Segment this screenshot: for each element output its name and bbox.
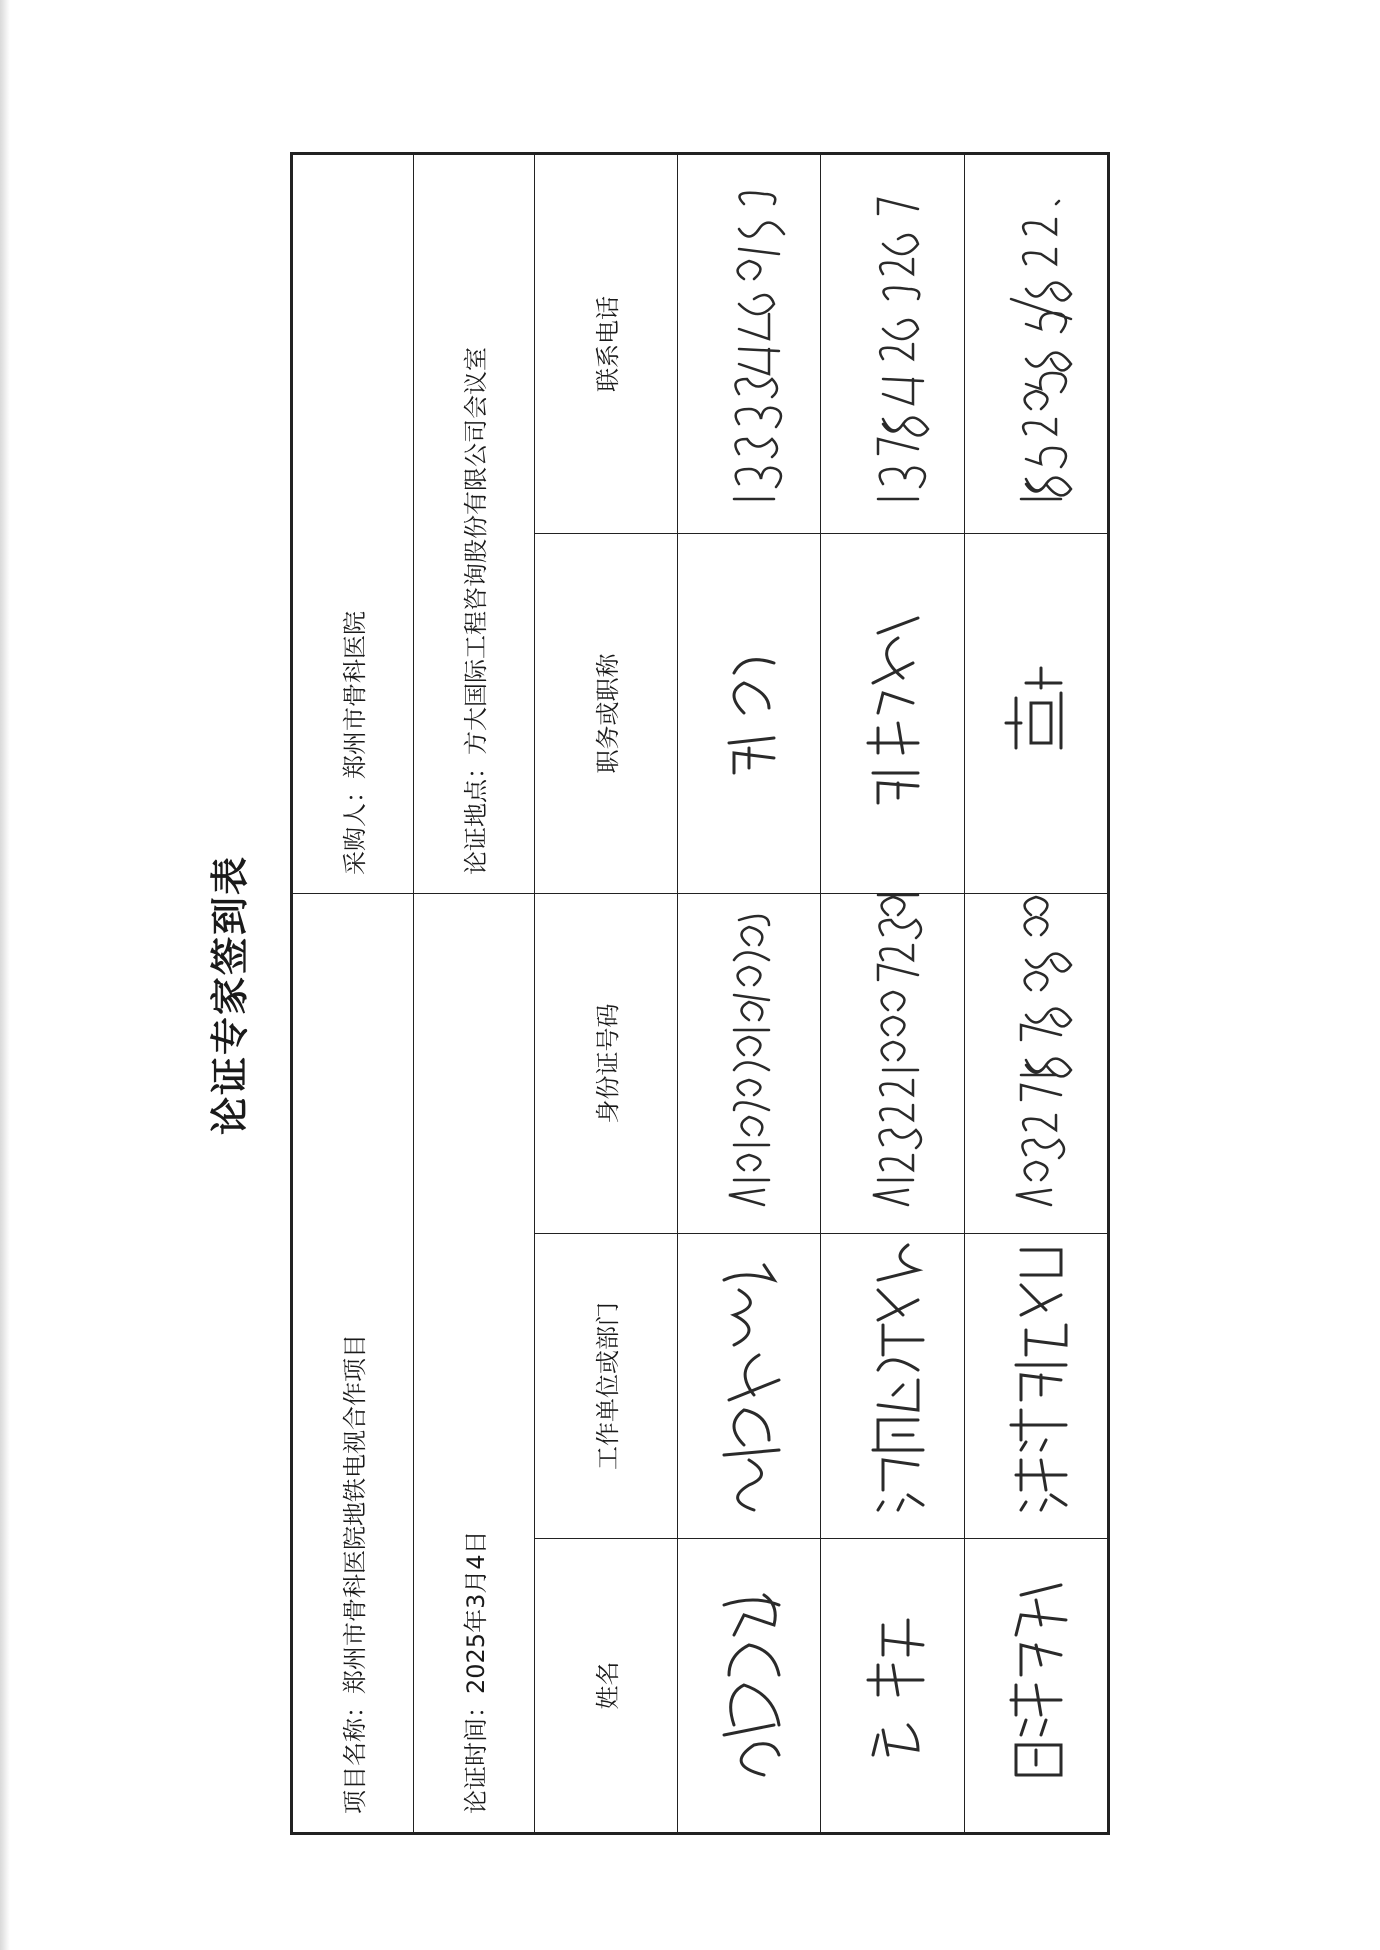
sign-in-table [290,152,1110,1835]
project-name-label: 项目名称： [341,1694,370,1814]
handwritten-phone [821,153,964,533]
handwritten-organization [821,1234,964,1539]
handwritten-name [678,1539,821,1834]
purchaser-cell [292,153,414,893]
table-row [964,153,1108,1833]
col-header-id-number: 身份证号码 [534,893,677,1233]
handwritten-phone [964,153,1108,533]
handwritten-title [964,533,1108,893]
handwritten-id-number [964,893,1108,1233]
document-title: 论证专家签到表 [208,855,252,1136]
project-row [292,153,414,1833]
location-value: 方大国际工程咨询股份有限公司会议室 [462,346,491,755]
location-cell [413,153,534,893]
col-header-organization: 工作单位或部门 [534,1234,677,1539]
column-header-row [534,153,677,1833]
project-name-cell [292,893,414,1833]
purchaser-value: 郑州市骨科医院 [341,610,370,779]
project-name-value: 郑州市骨科医院地铁电视合作项目 [341,1334,370,1694]
handwritten-title [678,533,821,893]
table-row [678,153,821,1833]
handwritten-organization [678,1234,821,1539]
table-row [821,153,964,1833]
time-location-row [413,153,534,1833]
rotated-document [190,155,1110,1835]
handwritten-name [964,1539,1108,1834]
purchaser-label: 采购人： [341,778,370,875]
handwritten-organization [964,1234,1108,1539]
scan-edge-shadow [0,0,10,1950]
col-header-title: 职务或职称 [534,533,677,893]
handwritten-id-number [821,893,964,1233]
time-cell [413,893,534,1833]
handwritten-phone [678,153,821,533]
col-header-name: 姓名 [534,1539,677,1834]
location-label: 论证地点： [462,754,491,875]
time-label: 论证时间： [462,1694,491,1814]
col-header-phone: 联系电话 [534,153,677,533]
handwritten-title [821,533,964,893]
time-value: 2025年3月4日 [462,1530,491,1694]
handwritten-id-number [678,893,821,1233]
handwritten-name [821,1539,964,1834]
